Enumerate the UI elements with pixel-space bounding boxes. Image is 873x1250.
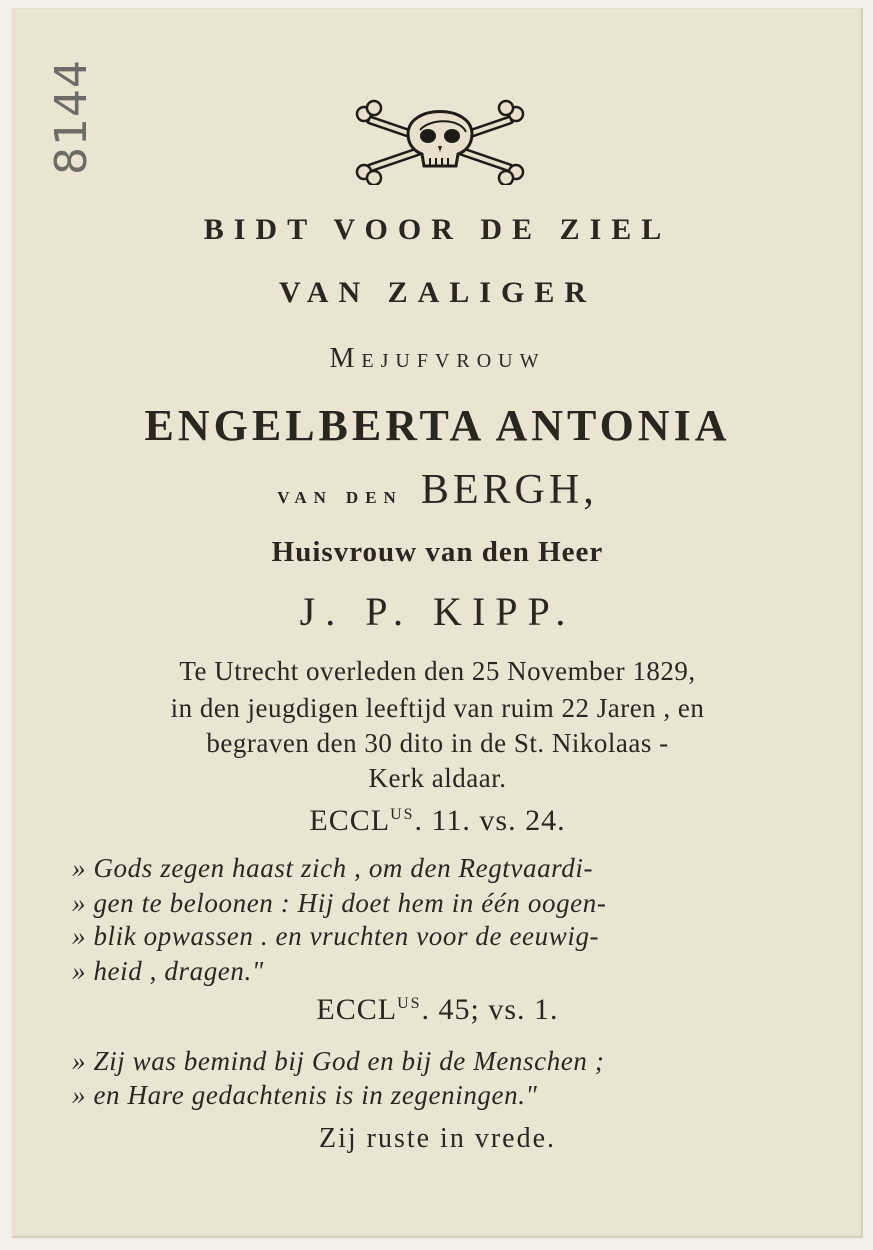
inventory-number: 8144 (46, 59, 97, 175)
quote-line: » en Hare gedachtenis is in zegeningen." (72, 1080, 538, 1110)
scripture-reference: $ECCL^{US}$. 45; vs. 1. (316, 993, 559, 1026)
quote-line: » Gods zegen haast zich , om den Regtvaardi- (72, 853, 594, 883)
title-mejufvrouw: Mejufvrouw (329, 343, 546, 374)
spouse-name: J. P. KIPP. (299, 589, 576, 634)
body-line: Kerk aldaar. (368, 763, 507, 793)
quote-line: » gen te beloonen : Hij doet hem in één oogen- (72, 888, 607, 918)
body-line: Te Utrecht overleden den 25 November 1829, (179, 656, 696, 686)
surname: BERGH, (420, 467, 598, 513)
deceased-surname-line (12, 466, 863, 514)
deceased-first-names: ENGELBERTA ANTONIA (144, 401, 731, 450)
spouse-intro: Huisvrouw van den Heer (271, 536, 604, 568)
quote-line: » blik opwassen . en vruchten voor de eeuwig- (72, 921, 600, 951)
skull-crossbones-icon (350, 90, 530, 185)
surname-prefix: van den (277, 483, 403, 509)
memorial-card (12, 8, 863, 1238)
scripture-reference: $ECCL^{US}$. 11. vs. 24. (309, 804, 566, 837)
quote-line: » heid , dragen." (72, 956, 264, 986)
quote-line: » Zij was bemind bij God en bij de Menschen ; (72, 1046, 605, 1076)
heading-van-zaliger: VAN ZALIGER (279, 276, 596, 309)
heading-bidt: BIDT VOOR DE ZIEL (203, 213, 672, 246)
body-line: begraven den 30 dito in de St. Nikolaas - (206, 728, 669, 758)
body-line: in den jeugdigen leeftijd van ruim 22 Jaren , en (170, 693, 705, 723)
closing-line: Zij ruste in vrede. (318, 1123, 557, 1154)
